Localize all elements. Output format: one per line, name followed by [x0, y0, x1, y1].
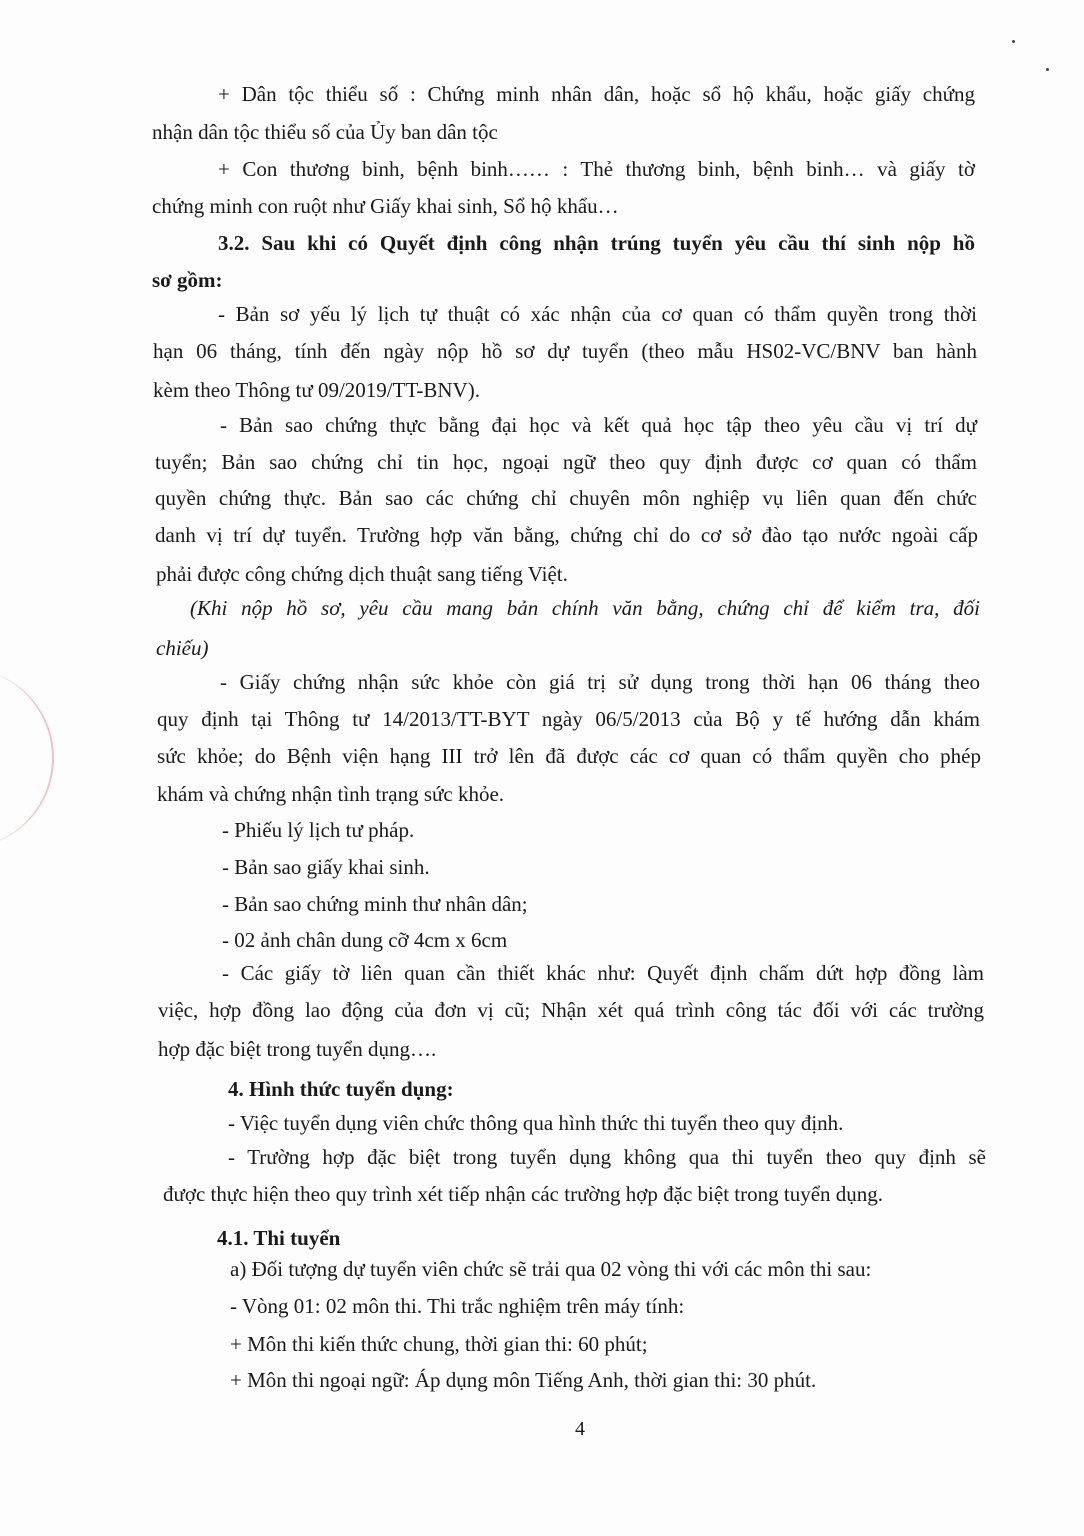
list-item: - Phiếu lý lịch tư pháp.	[222, 818, 415, 842]
section-heading: sơ gồm:	[152, 268, 223, 292]
subsection-heading: 4.1. Thi tuyển	[217, 1226, 341, 1250]
text-line: khám và chứng nhận tình trạng sức khỏe.	[157, 782, 505, 806]
list-item: - Bản sao giấy khai sinh.	[222, 855, 430, 879]
text-line: việc, hợp đồng lao động của đơn vị cũ; Nhận xét quá trình công tác đối với các trường	[158, 998, 984, 1022]
text-line: - Việc tuyển dụng viên chức thông qua hình thức thi tuyển theo quy định.	[228, 1111, 844, 1135]
text-line: - Giấy chứng nhận sức khỏe còn giá trị sử dụng trong thời hạn 06 tháng theo	[220, 670, 980, 694]
text-line: - Trường hợp đặc biệt trong tuyển dụng không qua thi tuyển theo quy định sẽ	[228, 1145, 986, 1169]
italic-note: chiếu)	[156, 636, 209, 660]
list-item: - 02 ảnh chân dung cỡ 4cm x 6cm	[222, 928, 508, 952]
text-line: + Con thương binh, bệnh binh…… : Thẻ thương binh, bệnh binh… và giấy tờ	[218, 157, 975, 181]
text-line: sức khỏe; do Bệnh viện hạng III trở lên đã được các cơ quan có thẩm quyền cho phép	[157, 744, 981, 768]
text-line: hợp đặc biệt trong tuyển dụng….	[158, 1037, 437, 1061]
text-line: + Môn thi kiến thức chung, thời gian thi: 60 phút;	[230, 1332, 648, 1356]
text-line: + Dân tộc thiểu số : Chứng minh nhân dân, hoặc sổ hộ khẩu, hoặc giấy chứng	[218, 82, 975, 106]
text-line: - Bản sơ yếu lý lịch tự thuật có xác nhận của cơ quan có thẩm quyền trong thời	[218, 302, 977, 326]
italic-note: (Khi nộp hồ sơ, yêu cầu mang bản chính văn bằng, chứng chỉ để kiểm tra, đối	[190, 596, 980, 620]
red-stamp-edge	[0, 668, 54, 848]
text-line: nhận dân tộc thiểu số của Ủy ban dân tộc	[152, 120, 498, 144]
scan-speck	[1046, 68, 1049, 71]
list-item: - Bản sao chứng minh thư nhân dân;	[222, 892, 528, 916]
text-line: hạn 06 tháng, tính đến ngày nộp hồ sơ dự tuyển (theo mẫu HS02-VC/BNV ban hành	[153, 339, 977, 363]
text-line: được thực hiện theo quy trình xét tiếp nhận các trường hợp đặc biệt trong tuyển dụng.	[163, 1182, 884, 1206]
text-line: + Môn thi ngoại ngữ: Áp dụng môn Tiếng Anh, thời gian thi: 30 phút.	[230, 1368, 817, 1392]
scan-speck	[1012, 40, 1015, 43]
text-line: - Bản sao chứng thực bằng đại học và kết quả học tập theo yêu cầu vị trí dự	[220, 413, 977, 437]
text-line: kèm theo Thông tư 09/2019/TT-BNV).	[153, 378, 480, 402]
text-line: chứng minh con ruột như Giấy khai sinh, Sổ hộ khẩu…	[152, 194, 619, 218]
section-heading: 4. Hình thức tuyển dụng:	[228, 1077, 454, 1101]
text-line: quyền chứng thực. Bản sao các chứng chỉ chuyên môn nghiệp vụ liên quan đến chức	[155, 486, 977, 510]
page-number: 4	[575, 1418, 585, 1440]
text-line: - Vòng 01: 02 môn thi. Thi trắc nghiệm trên máy tính:	[230, 1294, 685, 1318]
text-line: danh vị trí dự tuyển. Trường hợp văn bằng, chứng chỉ do cơ sở đào tạo nước ngoài cấp	[155, 523, 978, 547]
text-line: phải được công chứng dịch thuật sang tiếng Việt.	[156, 562, 568, 586]
section-heading: 3.2. Sau khi có Quyết định công nhận trúng tuyển yêu cầu thí sinh nộp hồ	[218, 231, 975, 255]
text-line: tuyển; Bản sao chứng chỉ tin học, ngoại ngữ theo quy định được cơ quan có thẩm	[155, 450, 977, 474]
text-line: quy định tại Thông tư 14/2013/TT-BYT ngày 06/5/2013 của Bộ y tế hướng dẫn khám	[157, 707, 980, 731]
text-line: a) Đối tượng dự tuyển viên chức sẽ trải qua 02 vòng thi với các môn thi sau:	[230, 1257, 872, 1281]
text-line: - Các giấy tờ liên quan cần thiết khác như: Quyết định chấm dứt hợp đồng làm	[222, 961, 984, 985]
